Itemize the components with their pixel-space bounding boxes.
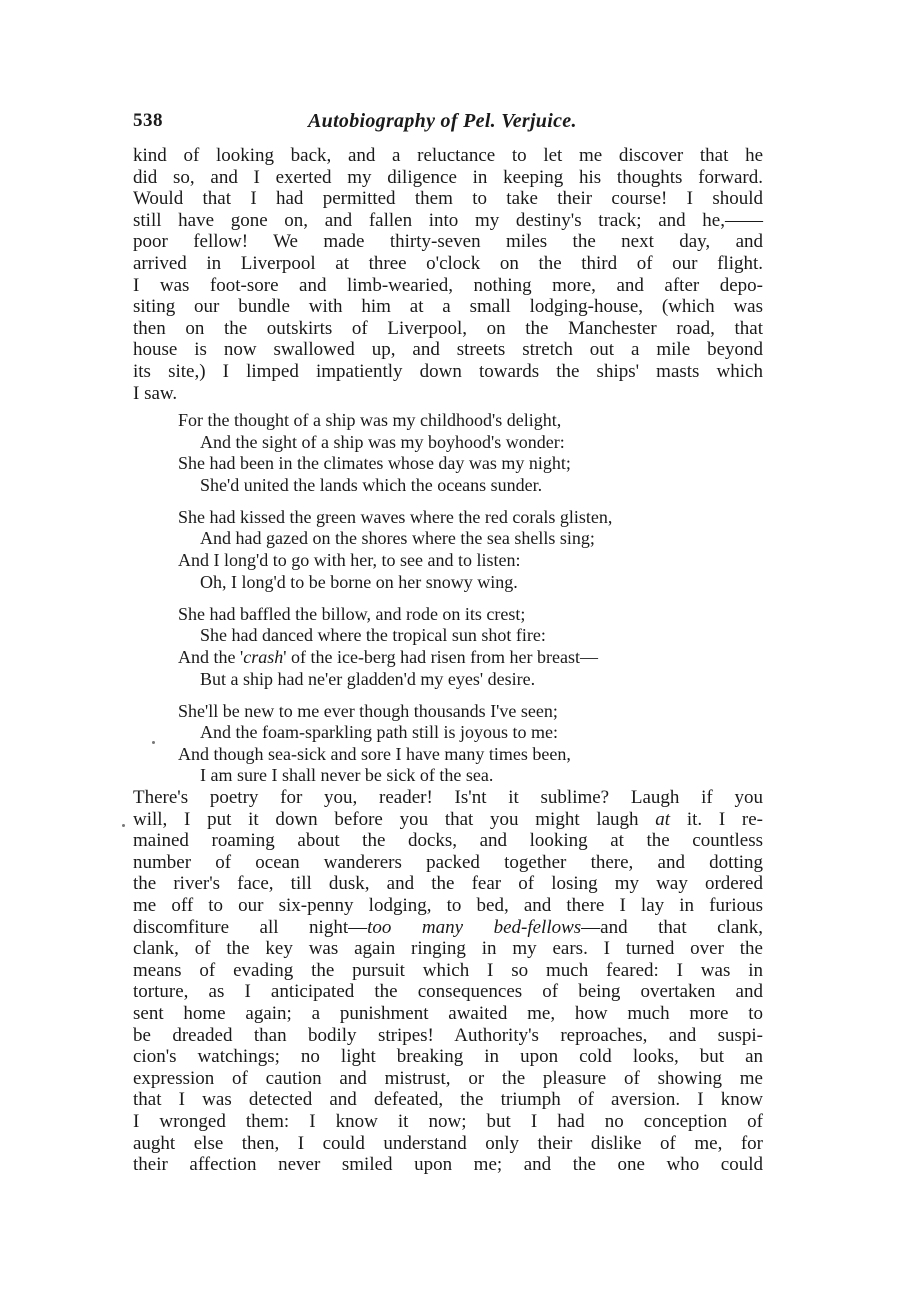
text-segment: will, I put it down before you that you might laugh bbox=[133, 808, 639, 830]
page-number: 538 bbox=[133, 110, 163, 131]
poem-line: And the foam-sparkling path still is joyous to me: bbox=[200, 722, 558, 743]
text-line: expression of caution and mistrust, or the pleasure of showing me bbox=[133, 1067, 763, 1089]
poem-line: And the sight of a ship was my boyhood's wonder: bbox=[200, 431, 565, 452]
poem-stanza bbox=[178, 701, 738, 787]
text-line: There's poetry for you, reader! Is'nt it sublime? Laugh if you bbox=[133, 787, 763, 808]
text-line: mained roaming about the docks, and looking at the countless bbox=[133, 830, 763, 852]
text-line: did so, and I exerted my diligence in keeping his thoughts forward. bbox=[133, 166, 763, 188]
text-line: clank, of the key was again ringing in my ears. I turned over the bbox=[133, 938, 763, 960]
print-speck bbox=[122, 824, 125, 827]
poem-line bbox=[178, 647, 738, 669]
page-header bbox=[133, 110, 763, 138]
text-line: I was foot-sore and limb-wearied, nothing more, and after depo- bbox=[133, 274, 763, 296]
poem-text: And the ' bbox=[178, 646, 244, 667]
poem-line: For the thought of a ship was my childhood's delight, bbox=[178, 410, 562, 430]
poem-stanza bbox=[178, 604, 738, 690]
poem-line: She had danced where the tropical sun shot fire: bbox=[200, 625, 546, 646]
poem-emphasis: crash bbox=[243, 646, 284, 667]
text-line: be dreaded than bodily stripes! Authority's reproaches, and suspi- bbox=[133, 1024, 763, 1046]
poem bbox=[178, 410, 738, 798]
poem-line: And I long'd to go with her, to see and to listen: bbox=[178, 550, 521, 571]
poem-line: And though sea-sick and sore I have many times been, bbox=[178, 743, 571, 764]
text-line: kind of looking back, and a reluctance to let me discover that he bbox=[133, 145, 763, 166]
text-line: I saw. bbox=[133, 382, 178, 404]
text-line: then on the outskirts of Liverpool, on the Manchester road, that bbox=[133, 317, 763, 339]
text-segment: it. I re- bbox=[686, 808, 763, 830]
text-line: I wronged them: I know it now; but I had no conception of bbox=[133, 1110, 763, 1132]
poem-line: I am sure I shall never be sick of the sea. bbox=[200, 765, 494, 786]
text-emphasis: too many bed-fellows bbox=[367, 916, 582, 938]
text-line: house is now swallowed up, and streets stretch out a mile beyond bbox=[133, 339, 763, 361]
text-line: their affection never smiled upon me; and the one who could bbox=[133, 1154, 763, 1176]
poem-line: She'll be new to me ever though thousands I've seen; bbox=[178, 700, 558, 721]
poem-text: ' of the ice-berg had risen from her breast— bbox=[283, 646, 599, 667]
text-line: still have gone on, and fallen into my destiny's track; and he,—— bbox=[133, 209, 763, 231]
text-emphasis: at bbox=[655, 808, 671, 830]
text-line bbox=[133, 917, 763, 939]
poem-stanza bbox=[178, 507, 738, 593]
text-line: means of evading the pursuit which I so much feared: I was in bbox=[133, 959, 763, 981]
print-speck bbox=[152, 741, 155, 744]
text-line: Would that I had permitted them to take their course! I should bbox=[133, 188, 763, 210]
text-line: that I was detected and defeated, the triumph of aversion. I know bbox=[133, 1089, 763, 1111]
text-line: its site,) I limped impatiently down towards the ships' masts which bbox=[133, 360, 763, 382]
text-line: me off to our six-penny lodging, to bed, and there I lay in furious bbox=[133, 894, 763, 916]
poem-line: And had gazed on the shores where the sea shells sing; bbox=[200, 528, 595, 549]
text-line: arrived in Liverpool at three o'clock on the third of our flight. bbox=[133, 252, 763, 274]
poem-stanza bbox=[178, 410, 738, 496]
text-segment: —and that clank, bbox=[581, 916, 764, 938]
poem-line: She'd united the lands which the oceans sunder. bbox=[200, 474, 543, 495]
text-line: number of ocean wanderers packed together there, and dotting bbox=[133, 851, 763, 873]
paragraph-opening bbox=[133, 145, 763, 404]
text-line: poor fellow! We made thirty-seven miles the next day, and bbox=[133, 231, 763, 253]
poem-line: She had kissed the green waves where the red corals glisten, bbox=[178, 506, 613, 527]
poem-line: Oh, I long'd to be borne on her snowy wing. bbox=[200, 571, 518, 592]
text-line: torture, as I anticipated the consequences of being overtaken and bbox=[133, 981, 763, 1003]
text-line: cion's watchings; no light breaking in upon cold looks, but an bbox=[133, 1046, 763, 1068]
poem-line: She had been in the climates whose day was my night; bbox=[178, 453, 571, 474]
text-line bbox=[133, 809, 763, 831]
text-line: aught else then, I could understand only their dislike of me, for bbox=[133, 1132, 763, 1154]
paragraph-continuation bbox=[133, 787, 763, 1176]
text-line: siting our bundle with him at a small lodging-house, (which was bbox=[133, 296, 763, 318]
poem-line: But a ship had ne'er gladden'd my eyes' desire. bbox=[200, 668, 536, 689]
running-head: Autobiography of Pel. Verjuice. bbox=[308, 110, 577, 132]
poem-line: She had baffled the billow, and rode on its crest; bbox=[178, 603, 526, 624]
text-segment: discomfiture all night— bbox=[133, 916, 368, 938]
text-line: the river's face, till dusk, and the fear of losing my way ordered bbox=[133, 873, 763, 895]
text-line: sent home again; a punishment awaited me, how much more to bbox=[133, 1002, 763, 1024]
